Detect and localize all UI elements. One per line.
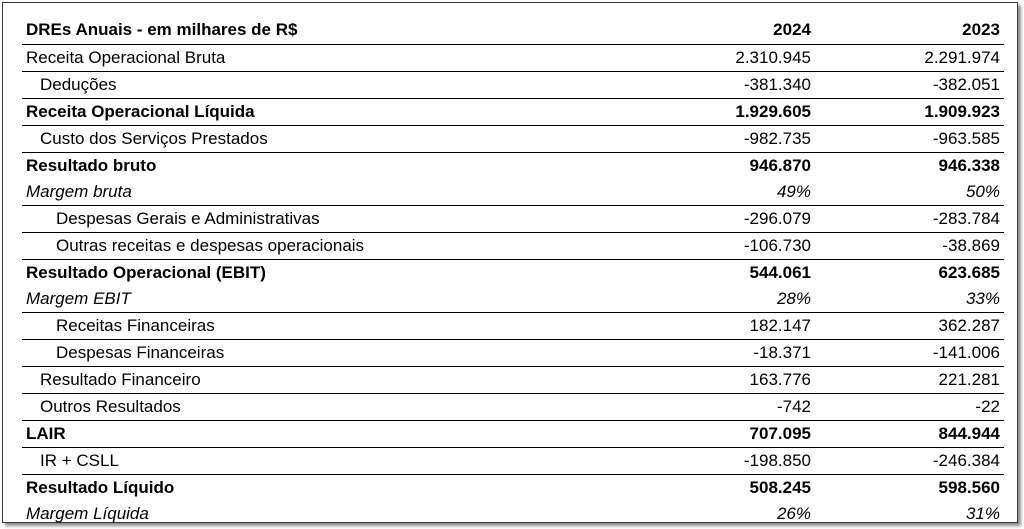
value-2024: -381.340 — [582, 72, 815, 99]
column-header-2024: 2024 — [582, 16, 815, 45]
row-label: Margem EBIT — [22, 286, 582, 313]
table-row — [22, 286, 1004, 313]
table-row — [22, 501, 1004, 527]
table-row — [22, 448, 1004, 475]
value-2023: 362.287 — [815, 313, 1004, 340]
value-2023: 598.560 — [938, 478, 1000, 497]
table-row — [22, 126, 1004, 153]
table-row — [22, 233, 1004, 260]
row-label: Despesas Gerais e Administrativas — [22, 206, 582, 233]
value-2023: -141.006 — [815, 340, 1004, 367]
value-2023: -382.051 — [815, 72, 1004, 99]
table-row — [22, 153, 1004, 180]
income-statement-table — [22, 16, 1004, 527]
value-2023: 50% — [815, 179, 1004, 206]
row-label: Custo dos Serviços Prestados — [22, 126, 582, 153]
row-label: Receitas Financeiras — [22, 313, 582, 340]
row-label: Receita Operacional Líquida — [22, 99, 582, 126]
row-label: Margem Líquida — [26, 504, 149, 523]
table-row — [22, 99, 1004, 126]
table-title: DREs Anuais - em milhares de R$ — [22, 16, 582, 45]
table-frame — [2, 2, 1018, 523]
value-2023: 33% — [815, 286, 1004, 313]
row-label: Deduções — [22, 72, 582, 99]
value-2023: -38.869 — [815, 233, 1004, 260]
value-2024: -106.730 — [582, 233, 815, 260]
row-label: Resultado Líquido — [26, 478, 175, 497]
value-2023: 623.685 — [938, 263, 1000, 282]
value-2023: 946.338 — [938, 156, 1000, 175]
row-label: Resultado bruto — [26, 156, 157, 175]
row-label: Resultado Financeiro — [22, 367, 582, 394]
row-label: Resultado Operacional (EBIT) — [26, 263, 266, 282]
table-header-row — [22, 16, 1004, 45]
value-2024: 26% — [776, 504, 811, 523]
value-2023: -963.585 — [815, 126, 1004, 153]
table-row — [22, 260, 1004, 287]
value-2024: -198.850 — [582, 448, 815, 475]
row-label: Despesas Financeiras — [22, 340, 582, 367]
value-2023: -22 — [815, 394, 1004, 421]
value-2024: -742 — [582, 394, 815, 421]
row-label: Receita Operacional Bruta — [22, 45, 582, 72]
value-2023: 31% — [965, 504, 1000, 523]
value-2024: 163.776 — [582, 367, 815, 394]
table-row — [22, 367, 1004, 394]
table-row — [22, 72, 1004, 99]
column-header-2023: 2023 — [815, 16, 1004, 45]
value-2023: 1.909.923 — [815, 99, 1004, 126]
value-2024: 544.061 — [749, 263, 811, 282]
table-row — [22, 179, 1004, 206]
value-2024: -18.371 — [582, 340, 815, 367]
row-label: Margem bruta — [22, 179, 582, 206]
value-2024: -982.735 — [582, 126, 815, 153]
table-row — [22, 45, 1004, 72]
value-2024: 49% — [582, 179, 815, 206]
value-2023: 221.281 — [815, 367, 1004, 394]
table-row — [22, 421, 1004, 448]
value-2024: 508.245 — [749, 478, 811, 497]
value-2024: 182.147 — [582, 313, 815, 340]
value-2023: 844.944 — [815, 421, 1004, 448]
value-2023: -283.784 — [815, 206, 1004, 233]
table-row — [22, 340, 1004, 367]
value-2024: 707.095 — [582, 421, 815, 448]
value-2024: 946.870 — [749, 156, 811, 175]
value-2024: -296.079 — [582, 206, 815, 233]
value-2023: 2.291.974 — [815, 45, 1004, 72]
table-row — [22, 475, 1004, 502]
row-label: Outros Resultados — [22, 394, 582, 421]
table-row — [22, 206, 1004, 233]
row-label: Outras receitas e despesas operacionais — [22, 233, 582, 260]
table-row — [22, 313, 1004, 340]
row-label: IR + CSLL — [22, 448, 582, 475]
value-2024: 2.310.945 — [582, 45, 815, 72]
value-2024: 28% — [582, 286, 815, 313]
table-row — [22, 394, 1004, 421]
value-2024: 1.929.605 — [582, 99, 815, 126]
value-2023: -246.384 — [815, 448, 1004, 475]
row-label: LAIR — [22, 421, 582, 448]
